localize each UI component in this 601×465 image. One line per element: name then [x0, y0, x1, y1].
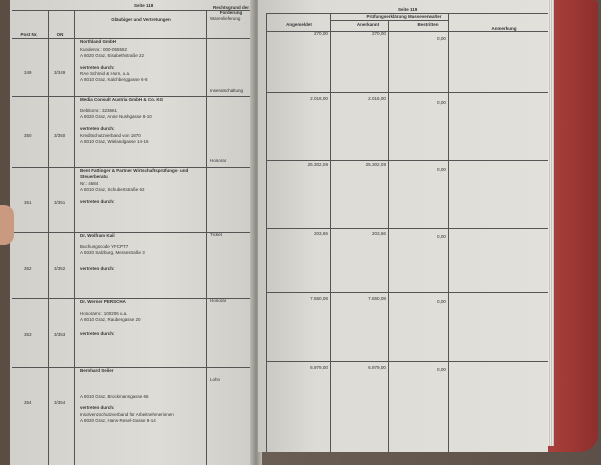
amount-angemeldet: 6.979,00: [310, 365, 328, 370]
represented-by-label: vertreten durch:: [80, 266, 115, 271]
ordnungszahl: 3/349: [54, 70, 66, 75]
table-rule: [266, 13, 548, 14]
creditor-address: A 8020 Graz, Eisabethstraße 22: [80, 53, 145, 58]
table-rule: [266, 228, 548, 229]
creditor-name: Northland GmbH: [80, 39, 116, 44]
ordnungszahl: 3/353: [54, 332, 66, 337]
represented-by-label: vertreten durch:: [80, 65, 115, 70]
creditor-address: A 8010 Graz, Raubergasse 20: [80, 317, 141, 322]
claim-reason: Honorar: [210, 298, 227, 303]
amount-bestritten: 0,00: [437, 100, 446, 105]
representative-address: A 8010 Graz, Kalchberggasse 6-8: [80, 77, 148, 82]
amount-anerkannt: 25.302,08: [365, 162, 386, 167]
creditor-detail: Kundennr.: 000-055552: [80, 47, 128, 52]
post-number: 352: [24, 266, 32, 271]
ordnungszahl: 3/350: [54, 133, 66, 138]
amount-bestritten: 0,00: [437, 167, 446, 172]
representative-address: A 8020 Graz, Hans-Resel-Gasse 8-14: [80, 418, 156, 423]
representative-address: A 8010 Graz, Wielandgasse 14-16: [80, 139, 149, 144]
claim-reason: Ticket: [210, 232, 222, 237]
table-rule: [266, 160, 548, 161]
amount-angemeldet: 7.650,08: [310, 296, 328, 301]
table-rule: [330, 20, 448, 21]
header-glaeubiger: Gläubiger und Vertretungen: [111, 17, 171, 22]
header-anerkannt: Anerkannt: [356, 22, 380, 27]
creditor-address: A 5020 Salzburg, Meranstraße 3: [80, 250, 145, 255]
represented-by-label: vertreten durch:: [80, 199, 115, 204]
amount-angemeldet: 203,66: [313, 231, 328, 236]
header-rechtsgrund: Rechtsgrund der Forderung: [212, 5, 249, 15]
column-divider: [206, 10, 207, 465]
claim-reason: Warenlieferung: [210, 16, 241, 21]
amount-bestritten: 0,00: [437, 299, 446, 304]
creditor-name: Bernhard Seiler: [80, 368, 114, 373]
representative: Kreditschutzverband von 1870: [80, 133, 141, 138]
represented-by-label: vertreten durch:: [80, 331, 115, 336]
creditor-name: Dr. Werner PERSCHA: [80, 299, 126, 304]
ordnungszahl: 3/354: [54, 400, 66, 405]
post-number: 350: [24, 133, 32, 138]
representative: Insolvenzschutzverband für Arbeitnehmerinnen: [80, 412, 174, 417]
amount-bestritten: 0,00: [437, 36, 446, 41]
column-divider: [74, 10, 75, 465]
amount-anerkannt: 6.979,00: [368, 365, 386, 370]
representative: RAe Schmid & Horn, u.a.: [80, 71, 131, 76]
ordnungszahl: 3/352: [54, 266, 66, 271]
post-number: 353: [24, 332, 32, 337]
right-page-title: Seite 119: [398, 7, 418, 12]
creditor-name: Media Consult Austria GmbH & Co. KG: [80, 97, 164, 102]
creditor-address: A 8020 Graz, Anne Nushgasse 8-10: [80, 114, 152, 119]
table-rule: [266, 92, 548, 93]
column-divider: [266, 13, 267, 452]
creditor-detail: Nr.: 4684: [80, 181, 99, 186]
amount-angemeldet: 25.302,08: [307, 162, 328, 167]
column-divider: [448, 13, 449, 452]
creditor-address: A 8010 Graz, Schubertstraße 62: [80, 187, 145, 192]
header-post-nr: Post Nr.: [20, 32, 38, 37]
creditor-name: Bent Fattinger & Partner Wirtschaftsprüfungs- und Steuerberatu: [80, 168, 189, 179]
left-page: [10, 0, 255, 465]
header-anmerkung: Anmerkung: [491, 26, 517, 31]
amount-bestritten: 0,00: [437, 367, 446, 372]
column-divider: [388, 20, 389, 452]
post-number: 349: [24, 70, 32, 75]
creditor-detail: Buchungscode YFCPT7: [80, 244, 129, 249]
claim-reason: Lohn: [210, 377, 221, 382]
table-rule: [266, 361, 548, 362]
amount-bestritten: 0,00: [437, 234, 446, 239]
creditor-detail: Honorarnr.: 100206 u.a.: [80, 311, 128, 316]
creditor-name: Dr. Wolfram Kail: [80, 233, 115, 238]
table-rule: [266, 292, 548, 293]
header-oz: ON: [56, 32, 64, 37]
creditor-address: A 8010 Graz, Brockmanngasse 66: [80, 394, 149, 399]
header-bestritten: Bestritten: [417, 22, 439, 27]
ordnungszahl: 3/351: [54, 200, 66, 205]
amount-anerkannt: 270,00: [371, 31, 386, 36]
amount-anerkannt: 2.016,00: [368, 96, 386, 101]
thumb: [0, 205, 14, 245]
header-angemeldet: Angemeldet: [286, 22, 312, 27]
post-number: 354: [24, 400, 32, 405]
amount-anerkannt: 203,66: [371, 231, 386, 236]
creditor-detail: Debitornr.: 323661: [80, 108, 118, 113]
right-page: [258, 0, 548, 452]
amount-angemeldet: 2.016,00: [310, 96, 328, 101]
claim-reason: Inseratschaltung: [210, 88, 244, 93]
represented-by-label: vertreten durch:: [80, 126, 115, 131]
amount-angemeldet: 270,00: [313, 31, 328, 36]
amount-anerkannt: 7.650,08: [368, 296, 386, 301]
claim-reason: Honorar: [210, 158, 227, 163]
column-divider: [48, 10, 49, 465]
left-page-title: Seite 118: [134, 3, 154, 8]
post-number: 351: [24, 200, 32, 205]
represented-by-label: vertreten durch:: [80, 405, 115, 410]
header-pruefung: Prüfungserklärung Masseverwalter: [366, 14, 442, 19]
